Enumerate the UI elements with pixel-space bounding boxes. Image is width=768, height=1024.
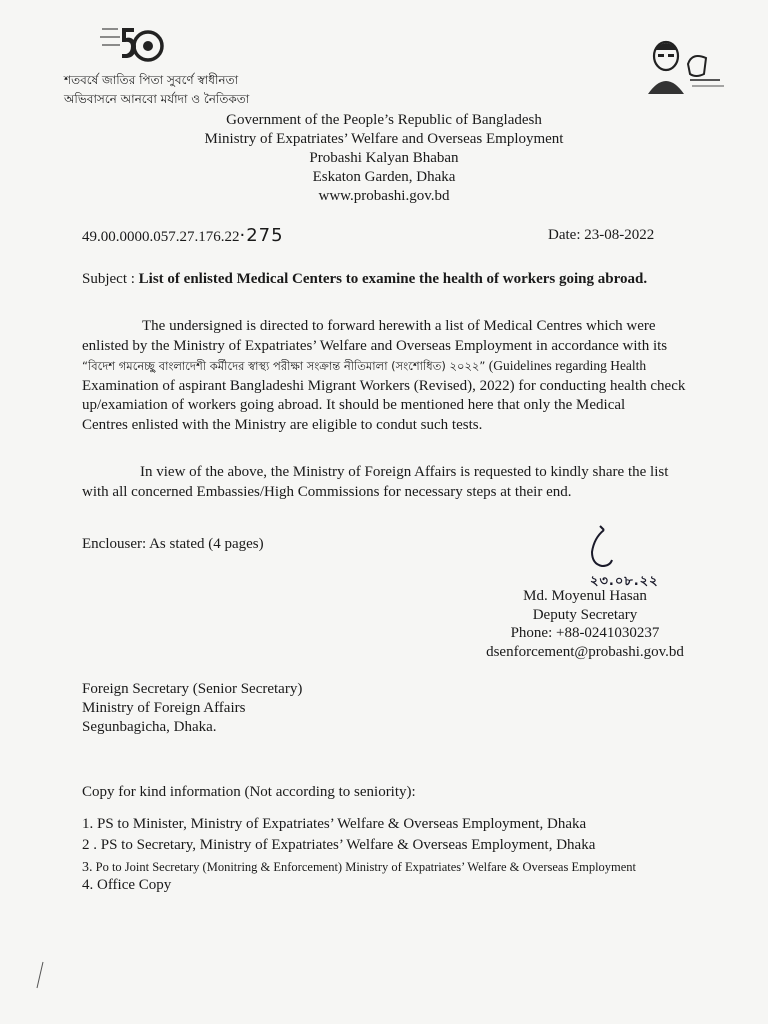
enclosure-note: Enclouser: As stated (4 pages) xyxy=(82,536,264,552)
ministry-header xyxy=(0,111,768,206)
para1-line-3 xyxy=(82,356,694,377)
slogan-line-1: শতবর্ষে জাতির পিতা সুবর্ণে স্বাধীনতা xyxy=(64,73,239,87)
para1-line-1: The undersigned is directed to forward herewith a list of Medical Centres which were xyxy=(142,318,656,334)
header-website: www.probashi.gov.bd xyxy=(318,188,450,204)
recipient-line-2: Ministry of Foreign Affairs xyxy=(82,700,246,716)
paragraph-2 xyxy=(82,463,694,502)
copy-item xyxy=(82,858,732,876)
header-ministry: Ministry of Expatriates’ Welfare and Overseas Employment xyxy=(204,131,564,147)
subject-label: Subject : xyxy=(82,271,139,287)
copy-item-text: PS to Minister, Ministry of Expatriates’ Welfare & Overseas Employment, Dhaka xyxy=(97,816,587,832)
paragraph-1 xyxy=(82,317,694,435)
para1-line-6: Centres enlisted with the Ministry are eligible to condut such tests. xyxy=(82,416,483,433)
copy-item-number: 3. xyxy=(82,860,93,875)
header-government: Government of the People’s Republic of Bangladesh xyxy=(226,112,542,128)
signatory-email: dsenforcement@probashi.gov.bd xyxy=(486,643,684,660)
para1-line-4: Examination of aspirant Bangladeshi Migrant Workers (Revised), 2022) for conducting health check xyxy=(82,377,686,394)
memo-number xyxy=(82,226,284,248)
copy-item-text: Office Copy xyxy=(97,877,172,893)
recipient-line-1: Foreign Secretary (Senior Secretary) xyxy=(82,681,303,697)
signatory-title: Deputy Secretary xyxy=(532,606,638,623)
signatory-phone: Phone: +88-0241030237 xyxy=(510,625,660,641)
signatory-block xyxy=(470,587,700,661)
memo-number-text: 49.00.0000.057.27.176.22 xyxy=(82,229,240,245)
guideline-title-bengali: “বিদেশ গমনেচ্ছু বাংলাদেশী কর্মীদের স্বাস্থ্য পরীক্ষা সংক্রান্ত নীতিমালা (সংশোধিত) ২০২২” xyxy=(82,359,486,373)
header-address: Eskaton Garden, Dhaka xyxy=(312,169,456,185)
copy-heading: Copy for kind information (Not according to seniority): xyxy=(82,784,416,800)
copy-item xyxy=(82,876,732,896)
copy-item xyxy=(82,815,732,836)
guideline-title-english: (Guidelines regarding Health xyxy=(485,358,647,373)
slogan-line-2: অভিবাসনে আনবো মর্যাদা ও নৈতিকতা xyxy=(64,92,250,106)
recipient-line-3: Segunbagicha, Dhaka. xyxy=(82,719,217,735)
signatory-name: Md. Moyenul Hasan xyxy=(523,588,647,604)
mujib-portrait-logo xyxy=(640,34,730,100)
subject-line xyxy=(82,270,647,290)
memo-handwritten-suffix: ·275 xyxy=(239,225,284,246)
scan-mark xyxy=(34,960,46,990)
copy-item-number: 4. xyxy=(82,877,94,893)
copy-item-text: PS to Secretary, Ministry of Expatriates’ Welfare & Overseas Employment, Dhaka xyxy=(100,837,596,853)
signature-date: ২৩.০৮.২২ xyxy=(590,574,659,589)
para1-line-2: enlisted by the Ministry of Expatriates’ Welfare and Overseas Employment in accordance with its xyxy=(82,337,668,354)
subject-text: List of enlisted Medical Centers to examine the health of workers going abroad. xyxy=(138,271,648,287)
copy-item-number: 1. xyxy=(82,816,94,832)
para2-line-2: with all concerned Embassies/High Commissions for necessary steps at their end. xyxy=(82,483,572,500)
memo-date: Date: 23-08-2022 xyxy=(548,227,655,243)
copy-list xyxy=(82,815,732,896)
header-building: Probashi Kalyan Bhaban xyxy=(309,150,459,166)
copy-item-number: 2 . xyxy=(82,837,97,853)
recipient-address xyxy=(82,680,302,737)
para1-line-5: up/examiation of workers going abroad. It should be mentioned here that only the Medical xyxy=(82,397,626,413)
golden-jubilee-logo xyxy=(96,16,168,68)
copy-item xyxy=(82,836,732,858)
copy-item-text: Po to Joint Secretary (Monitring & Enforcement) Ministry of Expatriates’ Welfare & Overseas Employment xyxy=(95,860,637,874)
para2-line-1: In view of the above, the Ministry of Foreign Affairs is requested to kindly share the list xyxy=(140,464,669,480)
